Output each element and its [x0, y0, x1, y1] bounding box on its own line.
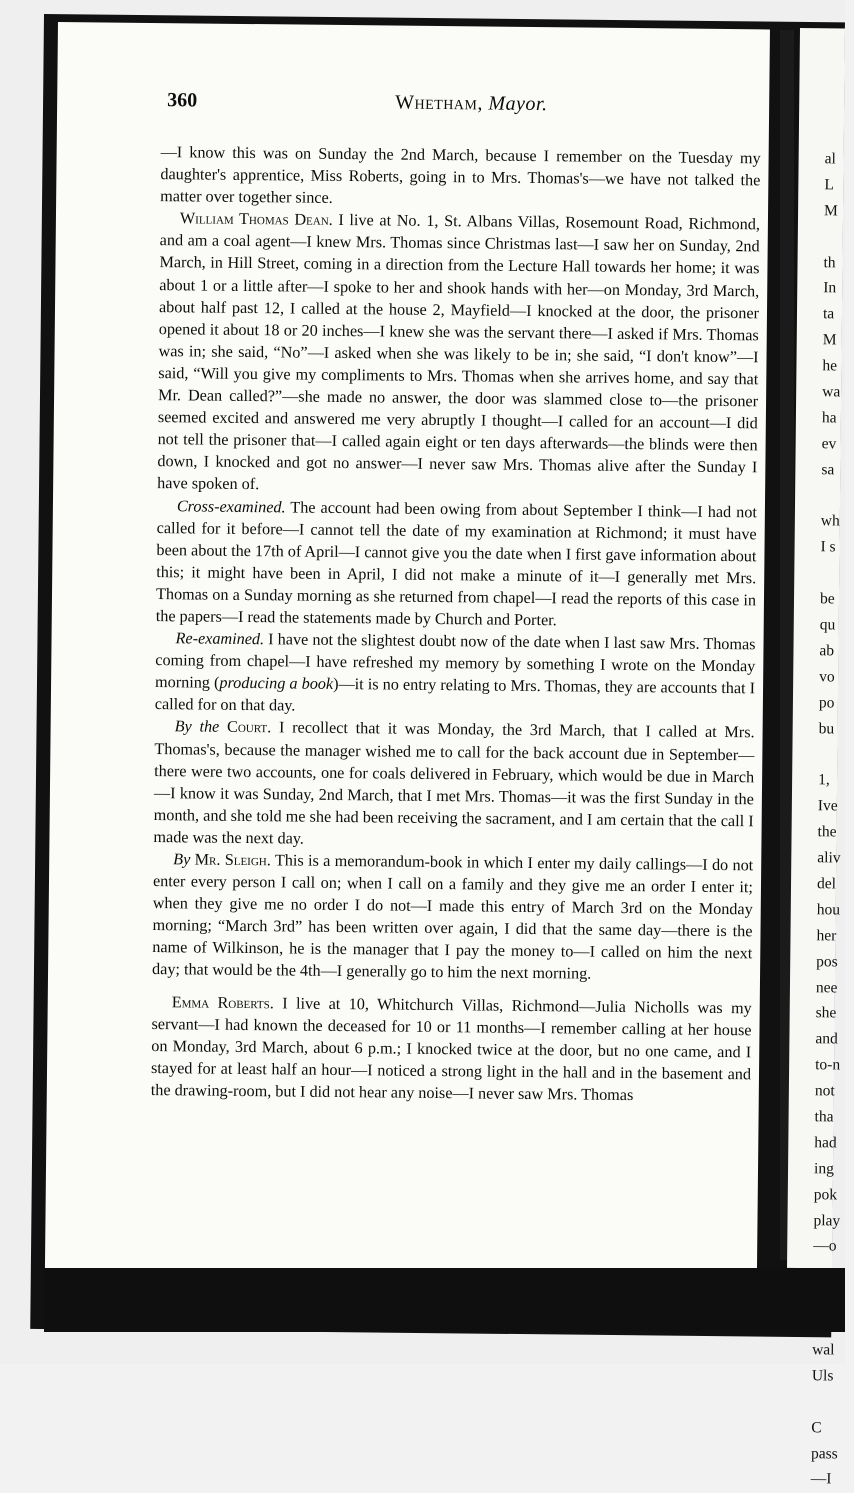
page-number: 360 [167, 89, 198, 112]
facing-page-fragment: M [822, 331, 837, 349]
facing-page-fragment: nee [815, 978, 838, 996]
running-head-title: Mayor. [488, 92, 548, 116]
facing-page-fragment: pass [810, 1444, 838, 1463]
facing-page-fragment: L [824, 176, 834, 194]
facing-page-fragment: and [815, 1030, 838, 1048]
section-lead: Re-examined. [175, 629, 265, 649]
facing-page-fragment: th [823, 253, 836, 271]
running-head [395, 92, 548, 117]
section-lead: By [173, 850, 191, 869]
facing-page-fragment: po [818, 693, 835, 712]
book-bottom-edge [44, 1268, 845, 1332]
facing-page-fragment [798, 224, 843, 250]
facing-page-fragment: qu [819, 616, 836, 634]
facing-page-fragment: C [811, 1418, 822, 1436]
speaker-name: Emma Roberts. [171, 992, 274, 1012]
paragraph-witness-roberts: Emma Roberts. I live at 10, Whitchurch Villas, Richmond—Julia Nicholls was my servant—I had known the deceased for 10 or 11 months—I remember calling at her house on Monday, 3rd March, about 6 p.m.; I knocked twice at the door, but no one came, and I stayed for at least half an hour—I noticed a strong light in the hall and in the basement and the drawing-room, but I did not hear any noise—I never saw Mrs. Thomas [150, 992, 752, 1105]
facing-page-fragment: the [817, 823, 837, 841]
paragraph-continuation: —I know this was on Sunday the 2nd March, because I remember on the Tuesday my daughter's apprentice, Miss Roberts, going in to Mrs. Thomas's—we have not talked the matter over together since. [160, 143, 761, 208]
facing-page-fragment: ev [821, 435, 837, 453]
facing-page-fragment: aliv [817, 849, 841, 867]
facing-page-fragment [795, 483, 840, 509]
paragraph-by-the-court: By the Court. I recollect that it was Monday, the 3rd March, that I called at Mrs. Thomas's, because the manager wished me to call for the back account due in September—there were two accounts, one for coals delivered in February, which would be due in March—I know it was Sunday, 2nd March, that I met Mrs. Thomas—it was the first Sunday in the month, and she told me she had been receiving the sacrament, and I am certain that the call I made was the next day. [153, 717, 755, 848]
emphasis: producing a book [219, 673, 334, 694]
page-header [57, 22, 770, 116]
facing-page-fragment: del [816, 875, 837, 893]
facing-page-fragment: Ive [817, 797, 838, 815]
facing-page-fragment: pok [813, 1185, 838, 1204]
section-lead: Cross-examined. [176, 496, 286, 516]
facing-page-fragment: —o [813, 1237, 837, 1255]
book-page [45, 22, 770, 1291]
facing-page-fragment: play [813, 1211, 841, 1230]
facing-page-fragment: ha [821, 409, 837, 427]
facing-page-fragment: to-n [815, 1056, 841, 1074]
facing-page-fragment: vo [819, 668, 835, 686]
paragraph-re-examined: Re-examined. I have not the slightest doubt now of the date when I last saw Mrs. Thomas coming from chapel—I have refreshed my memory by something I wrote on the Monday morning (producing a book)—it is no entry relating to Mrs. Thomas, they are accounts that I called for on that day. [154, 629, 756, 715]
facing-page-fragment: tha [814, 1108, 834, 1126]
facing-page-fragment: her [816, 926, 837, 945]
facing-page-fragment: wa [822, 383, 841, 401]
facing-page-fragment: she [815, 1004, 837, 1022]
facing-page-fragment: ing [813, 1159, 834, 1178]
section-lead-smallcaps: Mr. Sleigh. [194, 850, 271, 870]
facing-page-fragment: I s [820, 538, 836, 556]
facing-page-fragment: be [819, 590, 835, 608]
section-lead-smallcaps: Court. [226, 718, 272, 737]
facing-page-fragment: ab [819, 642, 835, 660]
facing-page-fragment: sa [821, 460, 835, 479]
facing-page-fragment [794, 560, 839, 586]
paragraph-by-mr-sleigh: By Mr. Sleigh. This is a memorandum-book in which I enter my daily callings—I do not enter every person I call on; when I call on a family and they give me an order I enter it; when they give me no order I do not—I made this entry of March 3rd on the Monday morning; “March 3rd” has been written over again, I did that the same day—there is the name of Wilkinson, he is the manager that I pay the money to—I called on him the next day; that would be the 4th—I generally go to him the next morning. [151, 850, 754, 984]
facing-page-fragment: In [823, 279, 837, 297]
facing-page-fragment: Uls [811, 1367, 834, 1385]
paragraph-witness-dean: William Thomas Dean. I live at No. 1, St. Albans Villas, Rosemount Road, Richmond, and am a coal agent—I knew Mrs. Thomas since Christmas last—I saw her on Sunday, 2nd March, in Hill Street, coming in a direction from the Lecture Hall towards her home; it was about 1 or a little after—I spoke to her and shook hands with her—on Monday, 3rd March, about half past 12, I called at the house 2, Mayfield—I knocked at the door, the prisoner opened it about 18 or 20 inches—I knew she was the servant there—I asked if Mrs. Thomas was in; she said, “No”—I asked when she was likely to be in; she said, “I don't know”—I said, “Will you give my compliments to Mrs. Thomas when she arrives home, and say that Mr. Dean called?”—she made no answer, the door was slammed close to—the prisoner seemed excited and answered me very abruptly I thought—I called for an account—I did not tell the prisoner that—I called again eight or ten days afterwards—the blinds were then down, I knocked and got no answer—I never saw Mrs. Thomas alive after the Sunday I have spoken of. [157, 209, 761, 494]
speaker-name: William Thomas Dean. [179, 209, 333, 230]
facing-page-fragment [785, 1389, 830, 1415]
facing-page-fragment: not [814, 1082, 835, 1100]
facing-page-fragment: wal [812, 1341, 835, 1359]
facing-page-fragment: had [814, 1134, 837, 1152]
section-lead: By the [174, 717, 220, 737]
facing-page-fragment: al [824, 150, 836, 168]
facing-page-fragment: he [822, 357, 838, 375]
facing-page-fragment: —I [810, 1470, 832, 1488]
paragraph-cross-examined: Cross-examined. The account had been owing from about September I think—I had not called for it before—I cannot tell the date of my examination at Richmond; it must have been about the 17th of April—I cannot give you the date when I first gave information about this; it might have been in April, I did not make a minute of it—I generally met Mrs. Thomas on a Sunday morning as she returned from chapel—I read the reports of this case in the papers—I read the statements made by Church and Porter. [155, 496, 758, 630]
facing-page-fragment: wh [820, 512, 840, 530]
body-text [151, 141, 761, 1107]
facing-page-fragment: 1, [818, 771, 830, 789]
running-head-name: Whetham, [395, 91, 484, 115]
facing-page-fragment: M [824, 202, 838, 220]
facing-page-fragment: hou [816, 901, 841, 919]
facing-page-fragment: pos [816, 952, 838, 971]
facing-page-fragment: ta [822, 305, 835, 323]
facing-page-fragment [792, 741, 837, 767]
facing-page-fragment: bu [818, 719, 835, 737]
